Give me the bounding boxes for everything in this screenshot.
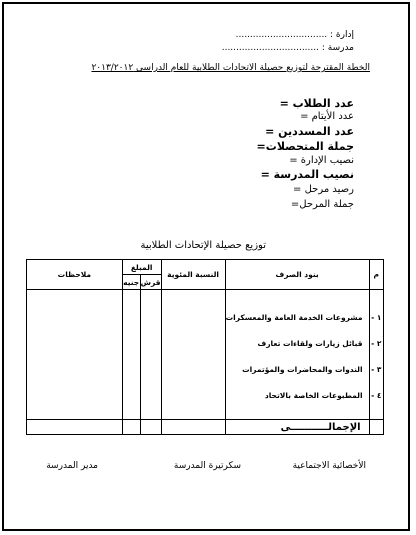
plan-title: الخطة المقترحة لتوزيع حصيلة الاتحادات الطلابية للعام الدراسى ٢٠١٣/٢٠١٢ [91, 63, 370, 73]
total-pounds-cell [122, 420, 140, 435]
row-item: مشروعات الخدمة العامة والمعسكرات [225, 312, 363, 322]
carried-total-field: جملة المرحل= [290, 199, 354, 210]
col-header-items: بنود الصرف [225, 260, 369, 290]
col-header-amount: المبلغ [122, 260, 161, 275]
items-cell [225, 290, 369, 420]
col-header-number: م [369, 260, 383, 290]
col-header-piasters: قرش [140, 275, 161, 290]
row-number: ٤ - [371, 390, 382, 400]
number-cell [369, 290, 383, 420]
notes-cell [27, 290, 123, 420]
total-percent-cell [161, 420, 225, 435]
secretary-signature: سكرتيرة المدرسة [173, 461, 241, 471]
payers-count-field: عدد المسددين = [265, 125, 354, 138]
carried-balance-field: رصيد مرحل = [293, 184, 354, 195]
col-header-percent: النسبة المئوية [161, 260, 225, 290]
row-item: الندوات والمحاضرات والمؤتمرات [242, 364, 363, 374]
col-header-notes: ملاحظات [27, 260, 123, 290]
school-label: مدرسة : .................................. [221, 43, 354, 53]
table-title: توزيع حصيلة الإتحادات الطلابية [140, 240, 266, 251]
col-header-pounds: جنيه [122, 275, 140, 290]
row-item: قبائل زيارات ولقاءات تعارف [257, 338, 363, 348]
row-number: ١ - [371, 312, 382, 322]
social-worker-signature: الأخصائية الاجتماعية [292, 461, 366, 471]
orphans-count-field: عدد الأيتام = [300, 111, 354, 122]
percent-cell [161, 290, 225, 420]
principal-signature: مدير المدرسة [46, 461, 98, 471]
admin-label: إدارة : ................................ [235, 30, 354, 40]
total-notes-cell [27, 420, 123, 435]
school-share-field: نصيب المدرسة = [260, 168, 354, 181]
total-collections-field: جملة المتحصلات= [256, 140, 354, 153]
row-number: ٢ - [371, 338, 382, 348]
total-number-cell [369, 420, 383, 435]
admin-share-field: نصيب الإدارة = [289, 155, 354, 166]
students-count-field: عدد الطلاب = [279, 97, 354, 110]
total-label: الإجمالـــــــــــى [225, 420, 369, 435]
distribution-table [26, 259, 384, 435]
row-item: المطبوعات الخاصة بالاتحاد [264, 390, 363, 400]
row-number: ٣ - [371, 364, 382, 374]
total-piasters-cell [140, 420, 161, 435]
pounds-cell [122, 290, 140, 420]
piasters-cell [140, 290, 161, 420]
